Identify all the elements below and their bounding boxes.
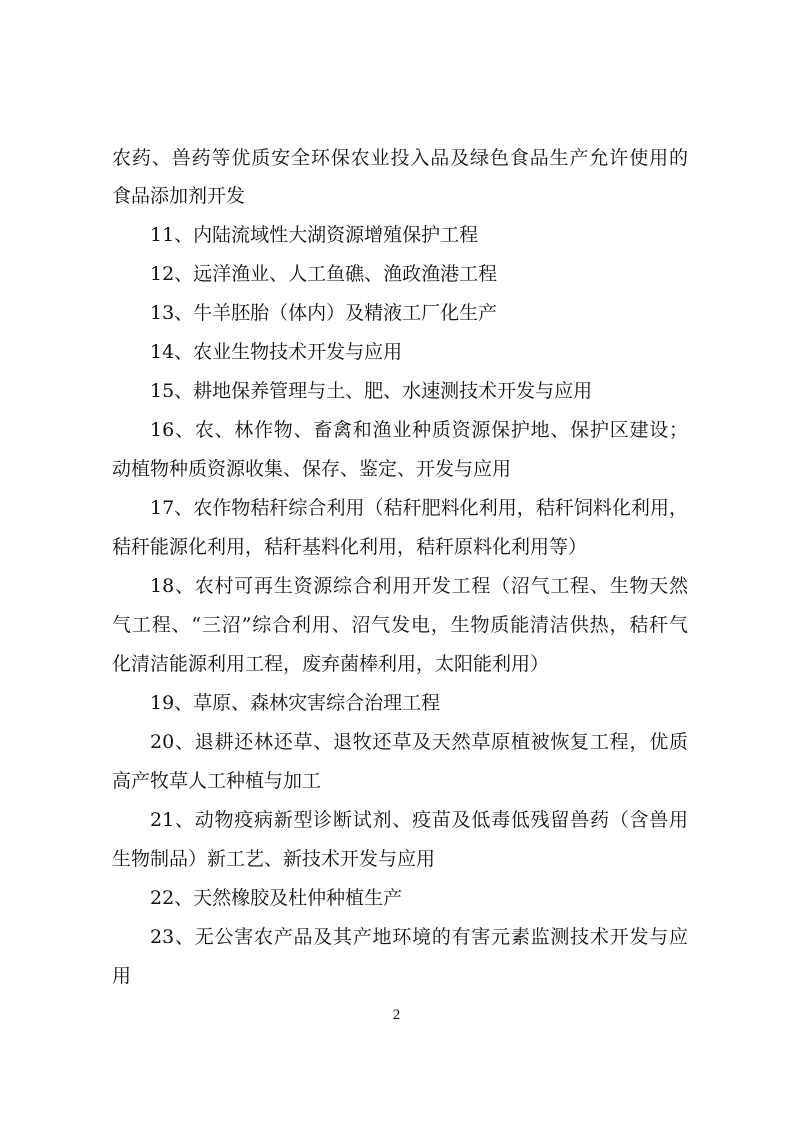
item-23-cont: 用 [112,965,132,987]
item-21: 21、动物疫病新型诊断试剂、疫苗及低毒低残留兽药（含兽用 [150,809,688,831]
item-16-cont: 动植物种质资源收集、保存、鉴定、开发与应用 [112,458,512,480]
item-17-cont: 秸秆能源化利用，秸秆基料化利用，秸秆原料化利用等） [112,536,588,558]
text-line-2: 食品添加剂开发 [112,185,246,207]
item-15: 15、耕地保养管理与土、肥、水速测技术开发与应用 [150,380,593,402]
item-11: 11、内陆流域性大湖资源增殖保护工程 [150,224,479,246]
item-20-cont: 高产牧草人工种植与加工 [112,770,322,792]
item-19: 19、草原、森林灾害综合治理工程 [150,692,441,714]
item-18: 18、农村可再生资源综合利用开发工程（沼气工程、生物天然 [150,575,688,597]
item-23: 23、无公害农产品及其产地环境的有害元素监测技术开发与应 [150,926,688,948]
item-17: 17、农作物秸秆综合利用（秸秆肥料化利用，秸秆饲料化利用， [150,497,688,519]
item-20: 20、退耕还林还草、退牧还草及天然草原植被恢复工程，优质 [150,731,688,753]
item-21-cont: 生物制品）新工艺、新技术开发与应用 [112,848,436,870]
item-22: 22、天然橡胶及杜仲种植生产 [150,887,403,909]
item-18-cont-1: 气工程、“三沼”综合利用、沼气发电，生物质能清洁供热，秸秆气 [112,614,688,636]
item-16: 16、农、林作物、畜禽和渔业种质资源保护地、保护区建设； [150,419,688,441]
item-14: 14、农业生物技术开发与应用 [150,341,403,363]
item-13: 13、牛羊胚胎（体内）及精液工厂化生产 [150,302,498,324]
page-number: 2 [392,1007,401,1023]
text-line-1: 农药、兽药等优质安全环保农业投入品及绿色食品生产允许使用的 [112,147,688,169]
item-18-cont-2: 化清洁能源利用工程，废弃菌棒利用，太阳能利用） [112,653,550,675]
item-12: 12、远洋渔业、人工鱼礁、渔政渔港工程 [150,263,498,285]
